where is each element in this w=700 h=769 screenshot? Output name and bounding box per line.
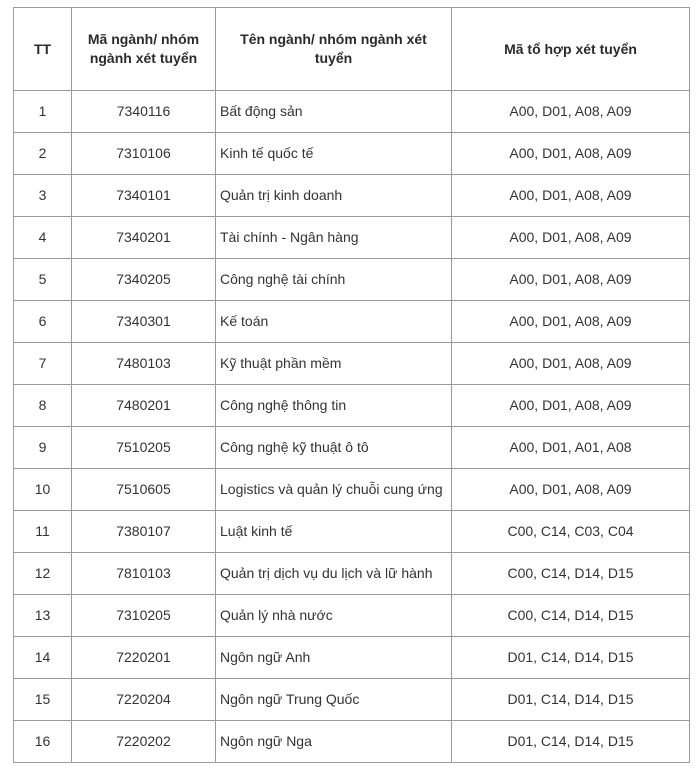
row-number-cell: 11 bbox=[14, 511, 72, 553]
admission-table bbox=[13, 7, 690, 763]
subject-combination-cell: A00, D01, A08, A09 bbox=[452, 385, 690, 427]
major-code-cell: 7220204 bbox=[72, 679, 216, 721]
major-name-cell: Công nghệ kỹ thuật ô tô bbox=[216, 427, 452, 469]
subject-combination-cell: A00, D01, A08, A09 bbox=[452, 343, 690, 385]
major-code-cell: 7340201 bbox=[72, 217, 216, 259]
table-row bbox=[14, 637, 690, 679]
major-name-cell: Kỹ thuật phần mềm bbox=[216, 343, 452, 385]
row-number-cell: 9 bbox=[14, 427, 72, 469]
major-code-cell: 7310205 bbox=[72, 595, 216, 637]
table-row bbox=[14, 427, 690, 469]
subject-combination-cell: A00, D01, A08, A09 bbox=[452, 301, 690, 343]
major-code-cell: 7510205 bbox=[72, 427, 216, 469]
major-code-cell: 7810103 bbox=[72, 553, 216, 595]
major-code-cell: 7220202 bbox=[72, 721, 216, 763]
row-number-cell: 15 bbox=[14, 679, 72, 721]
row-number-cell: 8 bbox=[14, 385, 72, 427]
major-code-cell: 7480201 bbox=[72, 385, 216, 427]
major-name-cell: Kinh tế quốc tế bbox=[216, 133, 452, 175]
subject-combination-cell: C00, C14, D14, D15 bbox=[452, 595, 690, 637]
header-major-code: Mã ngành/ nhóm ngành xét tuyển bbox=[72, 8, 216, 91]
major-code-cell: 7340301 bbox=[72, 301, 216, 343]
table-row bbox=[14, 679, 690, 721]
major-name-cell: Quản lý nhà nước bbox=[216, 595, 452, 637]
table-row bbox=[14, 385, 690, 427]
row-number-cell: 1 bbox=[14, 91, 72, 133]
subject-combination-cell: C00, C14, D14, D15 bbox=[452, 553, 690, 595]
table-row bbox=[14, 469, 690, 511]
table-row bbox=[14, 721, 690, 763]
subject-combination-cell: A00, D01, A08, A09 bbox=[452, 133, 690, 175]
row-number-cell: 10 bbox=[14, 469, 72, 511]
major-code-cell: 7220201 bbox=[72, 637, 216, 679]
row-number-cell: 12 bbox=[14, 553, 72, 595]
major-code-cell: 7380107 bbox=[72, 511, 216, 553]
major-name-cell: Ngôn ngữ Nga bbox=[216, 721, 452, 763]
major-name-cell: Quản trị kinh doanh bbox=[216, 175, 452, 217]
major-name-cell: Quản trị dịch vụ du lịch và lữ hành bbox=[216, 553, 452, 595]
major-name-cell: Bất động sản bbox=[216, 91, 452, 133]
subject-combination-cell: D01, C14, D14, D15 bbox=[452, 721, 690, 763]
table-row bbox=[14, 133, 690, 175]
table-row bbox=[14, 595, 690, 637]
row-number-cell: 5 bbox=[14, 259, 72, 301]
table-row bbox=[14, 553, 690, 595]
table-row bbox=[14, 301, 690, 343]
major-code-cell: 7510605 bbox=[72, 469, 216, 511]
major-code-cell: 7310106 bbox=[72, 133, 216, 175]
table-row bbox=[14, 343, 690, 385]
header-tt: TT bbox=[14, 8, 72, 91]
major-name-cell: Logistics và quản lý chuỗi cung ứng bbox=[216, 469, 452, 511]
major-code-cell: 7480103 bbox=[72, 343, 216, 385]
major-name-cell: Ngôn ngữ Trung Quốc bbox=[216, 679, 452, 721]
table-row bbox=[14, 91, 690, 133]
row-number-cell: 6 bbox=[14, 301, 72, 343]
row-number-cell: 3 bbox=[14, 175, 72, 217]
subject-combination-cell: A00, D01, A08, A09 bbox=[452, 175, 690, 217]
subject-combination-cell: A00, D01, A08, A09 bbox=[452, 259, 690, 301]
table-header-row bbox=[14, 8, 690, 91]
row-number-cell: 14 bbox=[14, 637, 72, 679]
major-code-cell: 7340116 bbox=[72, 91, 216, 133]
row-number-cell: 4 bbox=[14, 217, 72, 259]
subject-combination-cell: A00, D01, A01, A08 bbox=[452, 427, 690, 469]
table-row bbox=[14, 217, 690, 259]
row-number-cell: 2 bbox=[14, 133, 72, 175]
table-row bbox=[14, 511, 690, 553]
major-name-cell: Kế toán bbox=[216, 301, 452, 343]
header-subject-combination: Mã tổ hợp xét tuyển bbox=[452, 8, 690, 91]
major-name-cell: Tài chính - Ngân hàng bbox=[216, 217, 452, 259]
header-major-name: Tên ngành/ nhóm ngành xét tuyển bbox=[216, 8, 452, 91]
table-row bbox=[14, 175, 690, 217]
subject-combination-cell: D01, C14, D14, D15 bbox=[452, 679, 690, 721]
major-name-cell: Công nghệ thông tin bbox=[216, 385, 452, 427]
subject-combination-cell: D01, C14, D14, D15 bbox=[452, 637, 690, 679]
row-number-cell: 16 bbox=[14, 721, 72, 763]
major-name-cell: Công nghệ tài chính bbox=[216, 259, 452, 301]
table-row bbox=[14, 259, 690, 301]
major-name-cell: Ngôn ngữ Anh bbox=[216, 637, 452, 679]
subject-combination-cell: A00, D01, A08, A09 bbox=[452, 91, 690, 133]
major-code-cell: 7340101 bbox=[72, 175, 216, 217]
subject-combination-cell: A00, D01, A08, A09 bbox=[452, 469, 690, 511]
major-code-cell: 7340205 bbox=[72, 259, 216, 301]
row-number-cell: 7 bbox=[14, 343, 72, 385]
subject-combination-cell: C00, C14, C03, C04 bbox=[452, 511, 690, 553]
subject-combination-cell: A00, D01, A08, A09 bbox=[452, 217, 690, 259]
major-name-cell: Luật kinh tế bbox=[216, 511, 452, 553]
row-number-cell: 13 bbox=[14, 595, 72, 637]
